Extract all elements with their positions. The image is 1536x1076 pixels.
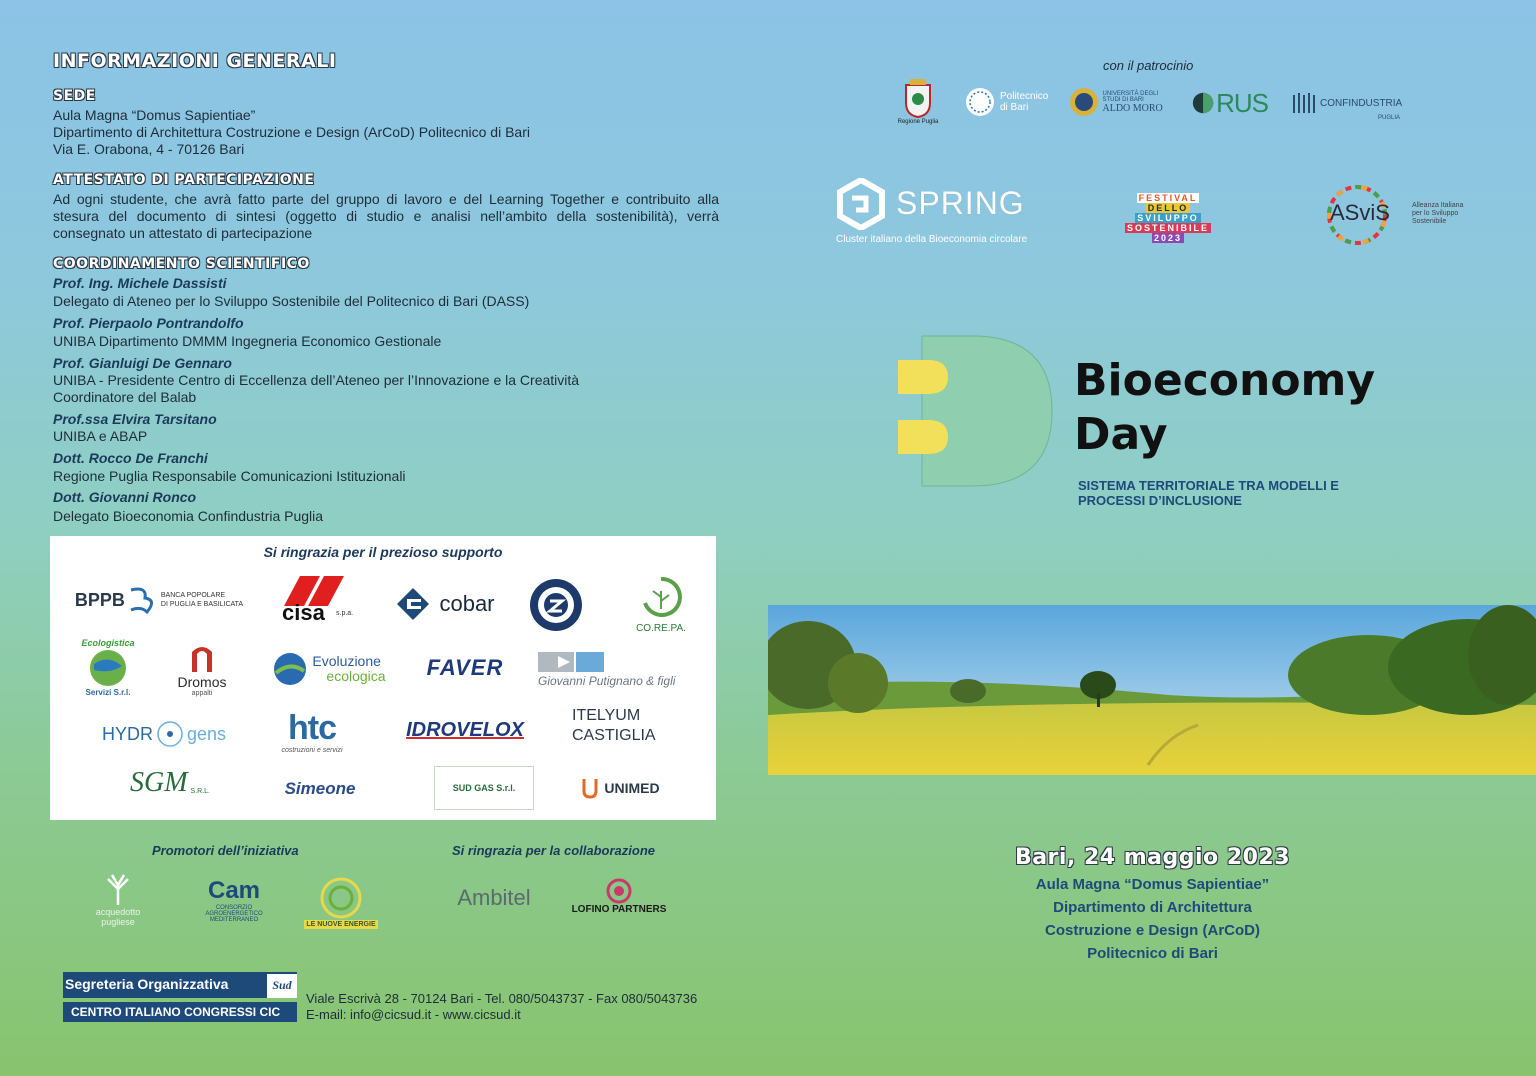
festival-logo: FESTIVAL DELLO SVILUPPO SOSTENIBILE 2023 [1126,193,1209,243]
person-role: UNIBA - Presidente Centro di Eccellenza dell’Ateneo per l’Innovazione e la Creatività [53,372,580,388]
person-role: Regione Puglia Responsabile Comunicazioni Istituzionali [53,468,406,484]
evoluzione-logo: Evoluzione ecologica [264,646,394,692]
hydrogens-logo: HYDR gens [86,714,242,754]
person-role: Delegato di Ateneo per lo Sviluppo Sostenibile del Politecnico di Bari (DASS) [53,293,530,309]
venue-line: Aula Magna “Domus Sapientiae” [1035,876,1270,893]
bioeconomy-title [1074,354,1375,462]
putignano-logo: Giovanni Putignano & figli [538,644,698,694]
ambitel-logo: Ambitel [457,885,531,910]
itelyum-logo: ITELYUM CASTIGLIA [572,707,656,744]
poliba-logo: Politecnico di Bari [962,84,1056,120]
coordinamento-title: COORDINAMENTO SCIENTIFICO [53,256,310,272]
person-role: UNIBA e ABAP [53,428,148,444]
person-role: Delegato Bioeconomia Confindustria Puglia [53,508,324,524]
regione-puglia-logo: Regione Puglia [894,72,942,130]
venue-line: Politecnico di Bari [1087,945,1218,962]
cooperativa-logo [526,576,586,634]
sede-line: Dipartimento di Architettura Costruzione e Design (ArCoD) Politecnico di Bari [53,124,530,140]
person-name: Dott. Giovanni Ronco [53,489,197,505]
venue-line: Costruzione e Design (ArCoD) [1044,922,1260,939]
person-name: Dott. Rocco De Franchi [53,450,208,466]
bppb-logo: BPPB BANCA POPOLARE DI PUGLIA E BASILICATA [64,582,254,618]
bioeconomy-logo-graphic [896,334,1056,488]
ecologistica-logo: Ecologistica Servizi S.r.l. [81,637,135,697]
rus-logo: RUS [1192,86,1268,120]
simeone-logo: Simeone [284,779,356,798]
nuove-energie-logo: LE NUOVE ENERGIE [304,866,378,938]
sud-badge: Sud [267,974,297,998]
uniba-logo: UNIVERSITÀ DEGLI STUDI DI BARI ALDO MORO [1066,84,1166,120]
sgm-logo: SGM S.R.L. [130,767,210,798]
sponsor-title: Si ringrazia per il prezioso supporto [263,544,503,560]
idrovelox-logo: IDROVELOX [406,718,524,741]
patrocinio-label: con il patrocinio [1103,58,1194,73]
faver-logo: FAVER [426,655,504,680]
bioeconomy-title-line-1: Bioeconomy [1074,355,1376,406]
attestato-title: ATTESTATO DI PARTECIPAZIONE [53,172,315,188]
cic-bar: CENTRO ITALIANO CONGRESSI CIC [63,1002,297,1022]
sede-title: SEDE [53,88,96,104]
attestato-text: Ad ogni studente, che avrà fatto parte del gruppo di lavoro e del Learning Together e contribuito alla stesura del documento di sintesi (oggetto di studio e analisi nell’ambito della sostenibilità), verrà consegnato un attestato di partecipazione [53,191,719,241]
main-title: INFORMAZIONI GENERALI [53,50,337,72]
sede-line: Aula Magna “Domus Sapientiae” [53,107,256,123]
corepa-logo: CO.RE.PA. [626,570,696,638]
bioeconomy-title-line-2: Day [1074,409,1168,460]
contact-address: Viale Escrivà 28 - 70124 Bari - Tel. 080/5043737 - Fax 080/5043736 [306,991,698,1006]
sede-line: Via E. Orabona, 4 - 70126 Bari [53,141,245,157]
person-name: Prof. Gianluigi De Gennaro [53,355,232,371]
sponsor-box [50,536,716,820]
venue-line: Dipartimento di Architettura [1053,899,1252,916]
person-name: Prof. Pierpaolo Pontrandolfo [53,315,244,331]
aqp-logo: acquedotto pugliese [78,868,158,930]
bioeconomy-subtitle [1078,478,1339,508]
person-name: Prof.ssa Elvira Tarsitano [53,411,217,427]
segreteria-title: Segreteria Organizzativa [65,976,229,992]
sudgas-logo: SUD GAS S.r.l. [434,766,534,810]
person-name: Prof. Ing. Michele Dassisti [53,275,227,291]
htc-logo: htc costruzioni e servizi [281,708,343,754]
subtitle-line-2: PROCESSI D’INCLUSIONE [1078,493,1242,508]
cobar-logo: cobar [390,584,500,624]
person-role: Coordinatore del Balab [53,389,197,405]
person-role: UNIBA Dipartimento DMMM Ingegneria Economico Gestionale [53,333,442,349]
asvis-logo: ASviS Alleanza Italiana per lo Sviluppo Sostenibile [1322,182,1472,248]
subtitle-line-1: SISTEMA TERRITORIALE TRA MODELLI E [1078,478,1339,493]
cam-logo: Cam CONSORZIO AGROENERGETICO MEDITERRANEO [205,877,263,923]
contact-email[interactable]: E-mail: info@cicsud.it - www.cicsud.it [306,1007,521,1022]
cisa-logo: cisa s.p.a. [274,576,364,624]
confindustria-logo: CONFINDUSTRIA PUGLIA [1292,86,1402,126]
lofino-logo: LOFINO PARTNERS [564,870,674,922]
dromos-logo: Dromos appalti [162,636,242,702]
promotori-title: Promotori dell’iniziativa [152,843,299,858]
event-date: Bari, 24 maggio 2023 [1014,845,1291,870]
collaborazione-title: Si ringrazia per la collaborazione [452,843,656,858]
spring-logo: SPRING Cluster italiano della Bioeconomia circolare [836,172,1032,250]
unimed-logo: UNIMED [574,774,666,802]
landscape-photo [768,605,1536,775]
